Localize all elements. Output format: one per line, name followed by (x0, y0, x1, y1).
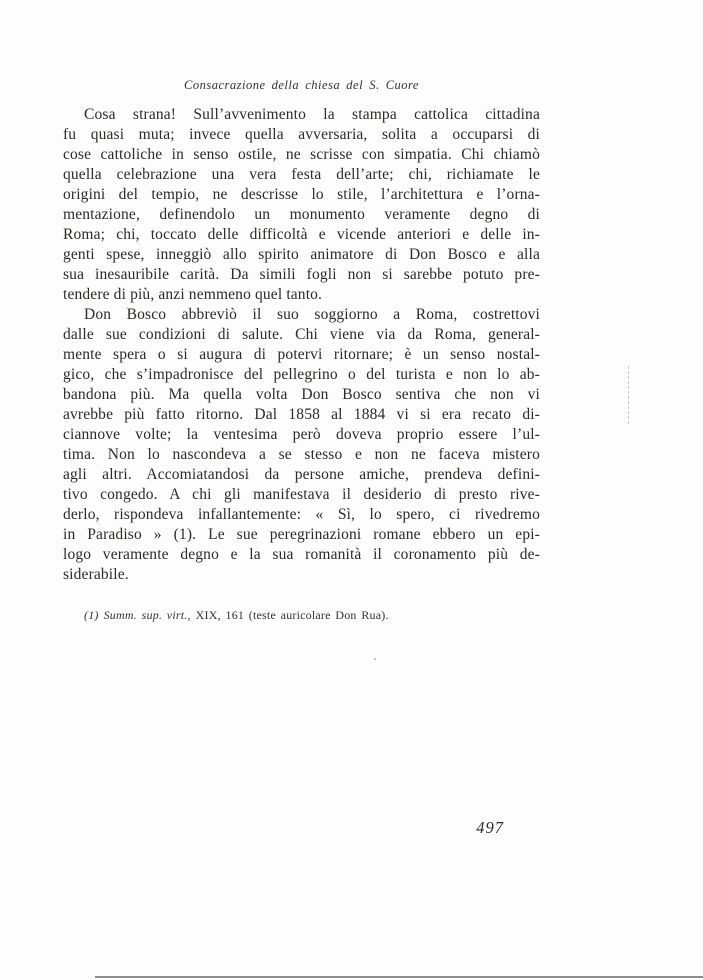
text-line: logo veramente degno e la sua romanità il coronamento più de- (63, 546, 540, 563)
text-line: bandona più. Ma quella volta Don Bosco sentiva che non vi (63, 386, 540, 403)
text-line: in Paradiso » (1). Le sue peregrinazioni romane ebbero un epi- (63, 526, 540, 543)
text-line: origini del tempio, ne descrisse lo stile, l’architettura e l’orna- (63, 186, 540, 203)
text-line: tima. Non lo nascondeva a se stesso e non ne faceva mistero (63, 446, 540, 463)
text-line: genti spese, inneggiò allo spirito animatore di Don Bosco e alla (63, 246, 540, 263)
body-text (63, 105, 540, 585)
footnote-marker: (1) (84, 608, 99, 622)
paragraph-2 (63, 305, 540, 585)
page-number: 497 (476, 818, 504, 837)
running-head: Consacrazione della chiesa del S. Cuore (184, 78, 419, 92)
footnote (63, 608, 540, 623)
footnote-reference: XIX, 161 (teste auricolare Don Rua). (195, 608, 389, 622)
paragraph-1 (63, 105, 540, 305)
footnote-work-title: Summ. sup. virt., (103, 608, 191, 622)
text-line: Don Bosco abbreviò il suo soggiorno a Roma, costrettovi (84, 306, 540, 323)
scan-artifact-dotted-line (628, 366, 629, 424)
text-line: fu quasi muta; invece quella avversaria, solita a occuparsi di (63, 126, 540, 143)
text-line: avrebbe più fatto ritorno. Dal 1858 al 1884 vi si era recato di- (63, 406, 540, 423)
text-line: Roma; chi, toccato delle difficoltà e vicende anteriori e delle in- (63, 226, 540, 243)
text-line: dalle sue condizioni di salute. Chi viene via da Roma, general- (63, 326, 540, 343)
text-line: mente spera o si augura di potervi ritornare; è un senso nostal- (63, 346, 540, 363)
scan-artifact-speck (374, 658, 376, 660)
text-line: tendere di più, anzi nemmeno quel tanto. (63, 286, 323, 303)
text-line: derlo, rispondeva infallantemente: « Sì, lo spero, ci rivedremo (63, 506, 540, 523)
text-line: quella celebrazione una vera festa dell’arte; chi, richiamate le (63, 166, 540, 183)
text-line: cose cattoliche in senso ostile, ne scrisse con simpatia. Chi chiamò (63, 146, 540, 163)
text-line: sua inesauribile carità. Da simili fogli non si sarebbe potuto pre- (63, 266, 540, 283)
text-line: gico, che s’impadronisce del pellegrino o del turista e non lo ab- (63, 366, 540, 383)
scan-page-bottom-edge (95, 976, 703, 978)
text-line: ciannove volte; la ventesima però doveva proprio essere l’ul- (63, 426, 540, 443)
text-line: tivo congedo. A chi gli manifestava il desiderio di presto rive- (63, 486, 540, 503)
text-line: mentazione, definendolo un monumento veramente degno di (63, 206, 540, 223)
text-line: agli altri. Accomiatandosi da persone amiche, prendeva defini- (63, 466, 540, 483)
text-line: Cosa strana! Sull’avvenimento la stampa cattolica cittadina (84, 106, 540, 123)
text-line: siderabile. (63, 566, 129, 583)
